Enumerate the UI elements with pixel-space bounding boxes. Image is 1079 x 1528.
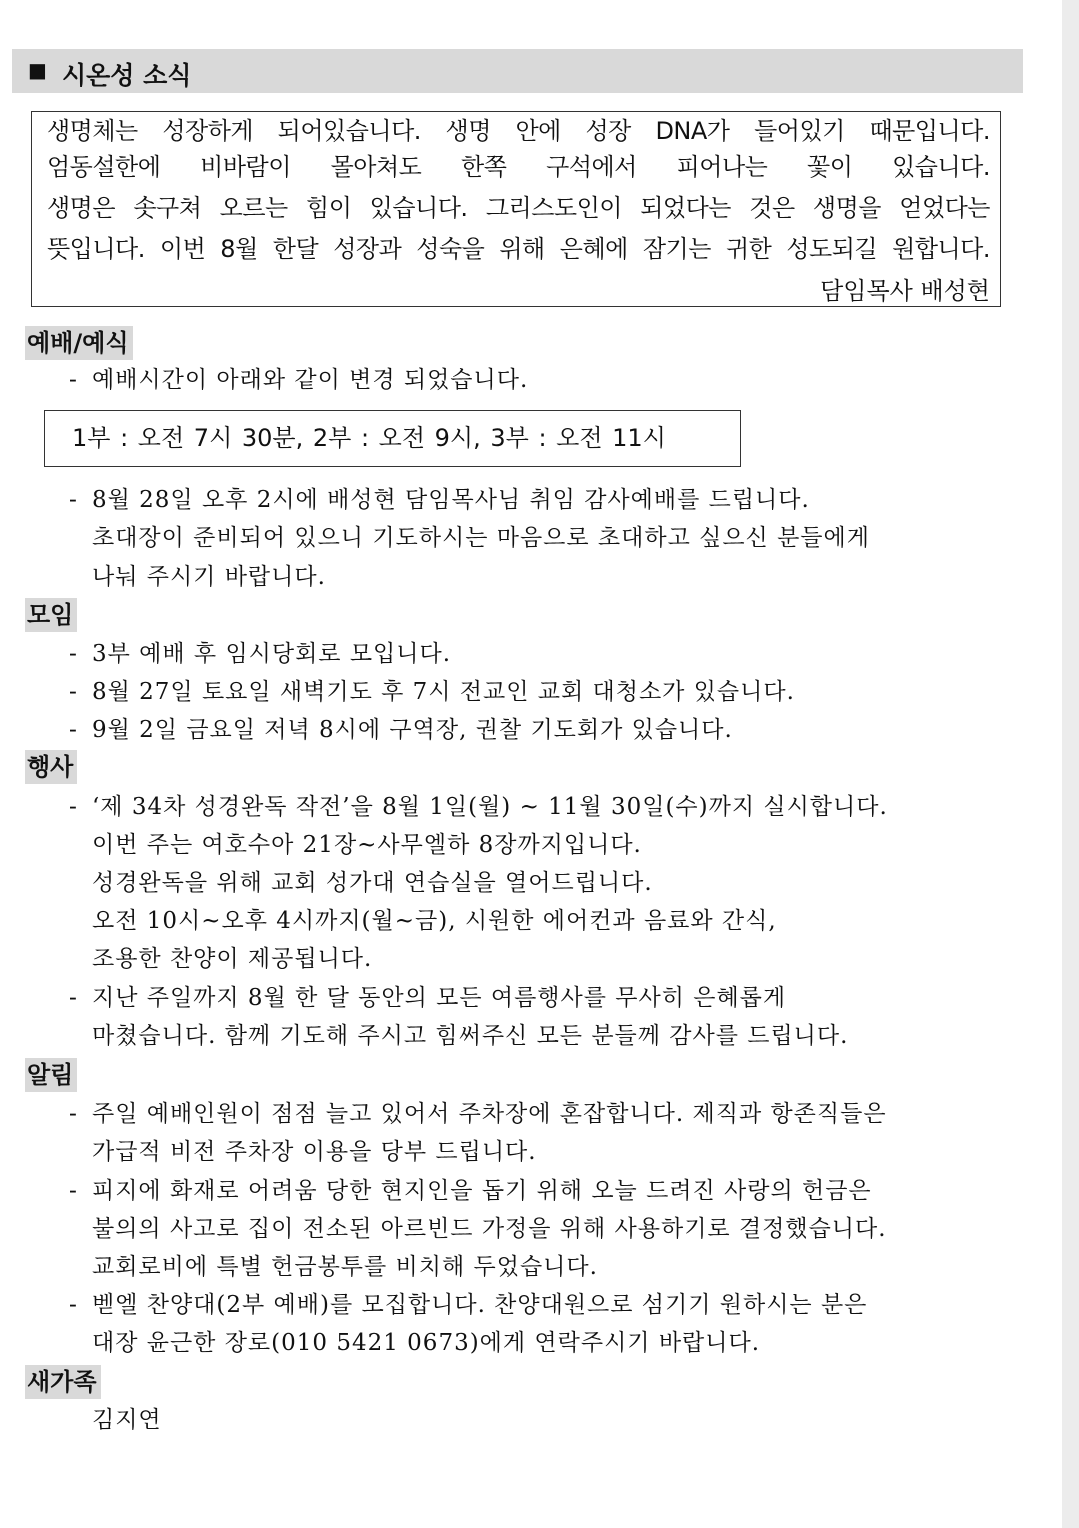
list-item: 지난 주일까지 8월 한 달 동안의 모든 여름행사를 무사히 은혜롭게 — [92, 985, 787, 1011]
section-heading-worship: 예배/예식 — [25, 326, 133, 360]
list-item: 피지에 화재로 어려움 당한 현지인을 돕기 위해 오늘 드려진 사랑의 헌금은 — [92, 1178, 872, 1204]
pastor-message-box — [31, 111, 1001, 307]
list-item-continued: 불의의 사고로 집이 전소된 아르빈드 가정을 위해 사용하기로 결정했습니다. — [92, 1216, 887, 1242]
list-item-continued: 나눠 주시기 바랍니다. — [92, 564, 326, 590]
new-family-names: 김지연 — [92, 1407, 162, 1433]
list-dash: - — [66, 717, 80, 743]
list-dash: - — [66, 1101, 80, 1127]
list-item: 8월 28일 오후 2시에 배성현 담임목사님 취임 감사예배를 드립니다. — [92, 487, 810, 513]
pastor-message-line: 생명은 솟구쳐 오르는 힘이 있습니다. 그리스도인이 되었다는 것은 생명을 얻었다는 — [47, 194, 990, 222]
pastor-message-line: 생명체는 성장하게 되어있습니다. 생명 안에 성장 DNA가 들어있기 때문입니다. — [47, 117, 990, 145]
list-item-continued: 조용한 찬양이 제공됩니다. — [92, 946, 373, 972]
section-heading-new-family: 새가족 — [25, 1365, 101, 1399]
list-item: 주일 예배인원이 점점 늘고 있어서 주차장에 혼잡합니다. 제직과 항존직들은 — [92, 1101, 887, 1127]
list-item-continued: 마쳤습니다. 함께 기도해 주시고 힘써주신 모든 분들께 감사를 드립니다. — [92, 1023, 849, 1049]
list-dash: - — [66, 487, 80, 513]
list-dash: - — [66, 1292, 80, 1318]
list-item: 9월 2일 금요일 저녁 8시에 구역장, 권찰 기도회가 있습니다. — [92, 717, 733, 743]
list-dash: - — [66, 679, 80, 705]
list-dash: - — [66, 985, 80, 1011]
list-item-continued: 교회로비에 특별 헌금봉투를 비치해 두었습니다. — [92, 1254, 598, 1280]
section-header-bar — [12, 49, 1023, 93]
list-item-continued: 이번 주는 여호수아 21장~사무엘하 8장까지입니다. — [92, 832, 642, 858]
section-heading-notices: 알림 — [25, 1058, 77, 1092]
list-item-continued: 오전 10시~오후 4시까지(월~금), 시원한 에어컨과 음료와 간식, — [92, 908, 777, 934]
list-item: 8월 27일 토요일 새벽기도 후 7시 전교인 교회 대청소가 있습니다. — [92, 679, 795, 705]
page-title: 시온성 소식 — [62, 61, 192, 90]
list-dash: - — [66, 641, 80, 667]
list-item: ‘제 34차 성경완독 작전’을 8월 1일(월) ~ 11월 30일(수)까지 실시합니다. — [92, 794, 888, 820]
list-dash: - — [66, 367, 80, 393]
list-item: 3부 예배 후 임시당회로 모입니다. — [92, 641, 452, 667]
list-item-continued: 초대장이 준비되어 있으니 기도하시는 마음으로 초대하고 싶으신 분들에게 — [92, 525, 870, 551]
list-item-continued: 성경완독을 위해 교회 성가대 연습실을 열어드립니다. — [92, 870, 653, 896]
worship-schedule-box: 1부 : 오전 7시 30분, 2부 : 오전 9시, 3부 : 오전 11시 — [44, 410, 741, 467]
pastor-message-line: 뜻입니다. 이번 8월 한달 성장과 성숙을 위해 은혜에 잠기는 귀한 성도되길 원합니다. — [47, 235, 990, 263]
list-item-continued: 대장 윤근한 장로(010 5421 0673)에게 연락주시기 바랍니다. — [92, 1330, 761, 1356]
section-heading-meetings: 모임 — [25, 598, 77, 632]
pastor-signature: 담임목사 배성현 — [820, 277, 990, 305]
section-heading-events: 행사 — [25, 750, 77, 784]
list-item: 예배시간이 아래와 같이 변경 되었습니다. — [92, 367, 529, 393]
pastor-message-line: 엄동설한에 비바람이 몰아쳐도 한쪽 구석에서 피어나는 꽃이 있습니다. — [47, 153, 990, 181]
square-bullet-icon: ■ — [28, 58, 47, 82]
list-item-continued: 가급적 비전 주차장 이용을 당부 드립니다. — [92, 1139, 537, 1165]
list-item: 벧엘 찬양대(2부 예배)를 모집합니다. 찬양대원으로 섬기기 원하시는 분은 — [92, 1292, 868, 1318]
list-dash: - — [66, 794, 80, 820]
list-dash: - — [66, 1178, 80, 1204]
